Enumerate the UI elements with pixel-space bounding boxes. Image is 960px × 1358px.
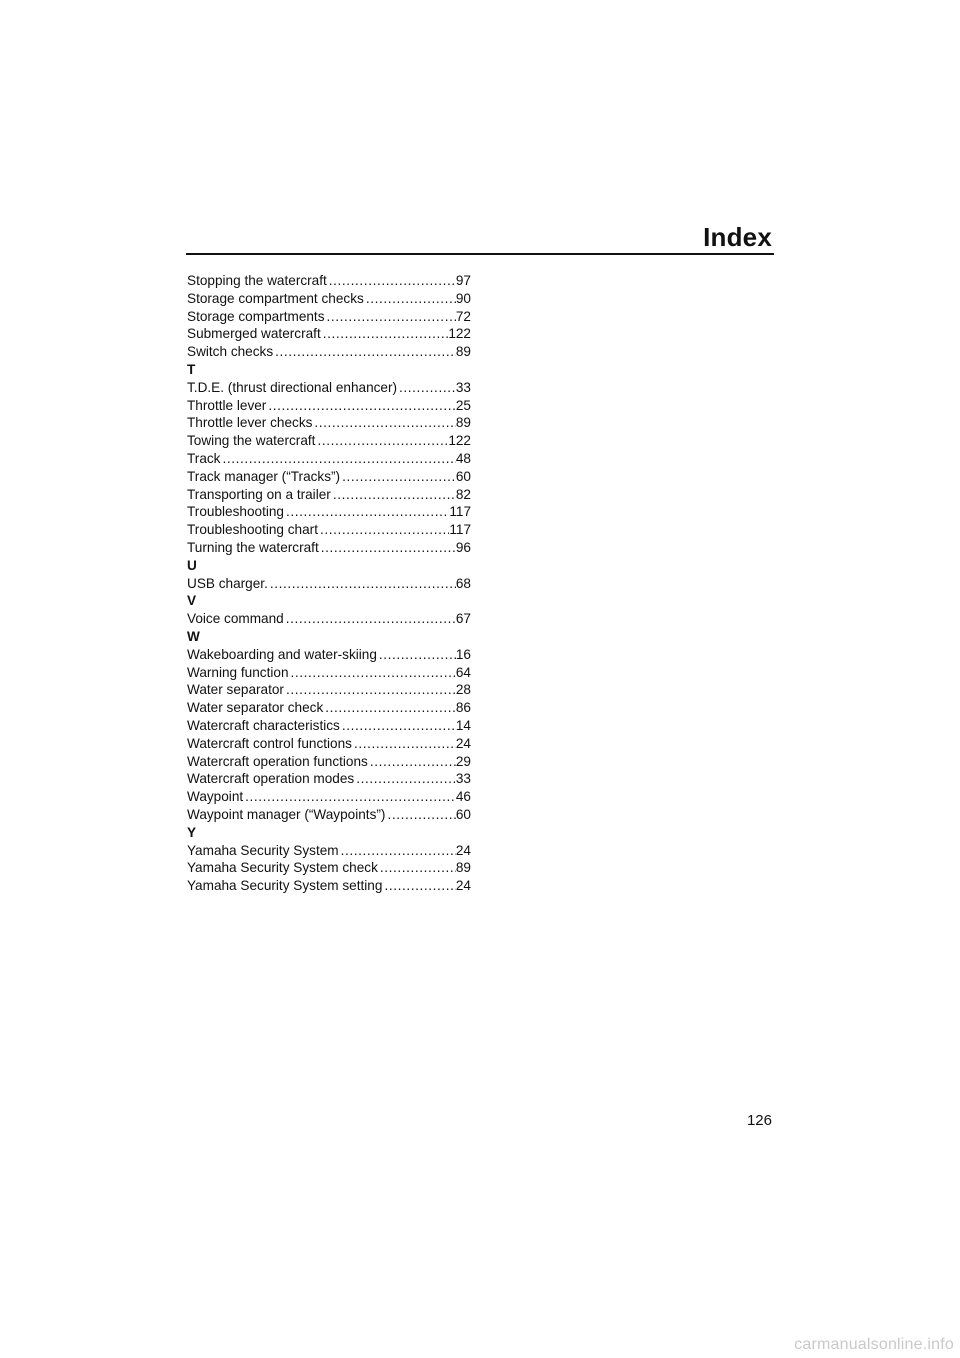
index-section-letter: U: [187, 557, 197, 573]
index-entry-page: 46: [455, 789, 471, 805]
index-section-letter: Y: [187, 824, 197, 840]
index-entry-page: 24: [455, 735, 471, 751]
index-entry-page: 89: [455, 415, 471, 431]
index-entry-page: 60: [455, 468, 471, 484]
index-entry-leader-dots: [220, 450, 455, 468]
index-entry-term: Yamaha Security System: [187, 842, 339, 858]
index-list: [187, 272, 471, 895]
index-entry-leader-dots: [284, 503, 449, 521]
index-entry-term: Turning the watercraft: [187, 539, 319, 555]
index-entry: [187, 450, 471, 468]
index-entry-term: Waypoint: [187, 789, 244, 805]
index-entry-page: 28: [455, 682, 471, 698]
index-entry-leader-dots: [339, 842, 456, 860]
index-entry-page: 60: [455, 806, 471, 822]
index-entry-leader-dots: [284, 610, 456, 628]
index-entry-term: USB charger.: [187, 575, 268, 591]
index-entry-page: 97: [455, 273, 471, 288]
index-entry-leader-dots: [319, 539, 456, 557]
index-entry-leader-dots: [385, 806, 455, 824]
index-entry-term: Troubleshooting: [187, 504, 284, 520]
index-entry: [187, 610, 471, 628]
index-entry-page: 24: [455, 878, 471, 894]
index-entry-leader-dots: [321, 325, 449, 343]
index-entry-leader-dots: [325, 308, 456, 326]
watermark-text: carmanualsonline.info: [794, 1336, 954, 1353]
index-section-letter: T: [187, 361, 196, 377]
index-entry-leader-dots: [273, 343, 456, 361]
index-entry-term: Submerged watercraft: [187, 326, 321, 342]
index-entry: [187, 788, 471, 806]
index-entry-page: 86: [455, 700, 471, 716]
index-entry: [187, 770, 471, 788]
index-entry: [187, 308, 471, 326]
index-entry: [187, 681, 471, 699]
index-entry: [187, 414, 471, 432]
index-entry-leader-dots: [382, 877, 455, 895]
index-entry: [187, 432, 471, 450]
index-entry-term: Watercraft characteristics: [187, 717, 340, 733]
index-entry-term: Yamaha Security System setting: [187, 878, 383, 894]
index-entry-page: 64: [455, 664, 471, 680]
index-entry: [187, 699, 471, 717]
index-entry-leader-dots: [352, 735, 456, 753]
index-entry-page: 82: [455, 486, 471, 502]
index-entry-page: 24: [455, 842, 471, 858]
index-entry: [187, 290, 471, 308]
index-entry-leader-dots: [243, 788, 456, 806]
index-entry-leader-dots: [397, 379, 456, 397]
index-entry-leader-dots: [364, 290, 456, 308]
index-entry-term: Yamaha Security System check: [187, 860, 378, 876]
index-entry-page: 96: [455, 539, 471, 555]
index-entry: [187, 539, 471, 557]
index-entry-leader-dots: [378, 859, 456, 877]
index-entry-page: 16: [455, 646, 471, 662]
index-entry: [187, 343, 471, 361]
index-entry-leader-dots: [368, 753, 456, 771]
index-entry: [187, 272, 471, 290]
index-entry-term: Watercraft control functions: [187, 735, 352, 751]
index-entry-leader-dots: [318, 521, 449, 539]
index-entry-page: 68: [455, 575, 471, 591]
index-entry-term: Switch checks: [187, 344, 274, 360]
page-title: Index: [703, 222, 772, 252]
index-entry-leader-dots: [340, 717, 456, 735]
index-entry: [187, 325, 471, 343]
index-entry-term: Watercraft operation modes: [187, 771, 355, 787]
index-entry: [187, 521, 471, 539]
index-entry: [187, 753, 471, 771]
index-entry-leader-dots: [340, 468, 456, 486]
index-entry: [187, 379, 471, 397]
index-entry-leader-dots: [354, 770, 456, 788]
index-entry-page: 89: [455, 860, 471, 876]
index-entry-page: 48: [455, 450, 471, 466]
index-entry: [187, 806, 471, 824]
index-entry-leader-dots: [323, 699, 456, 717]
index-entry: [187, 664, 471, 682]
index-entry: [187, 646, 471, 664]
index-entry: [187, 397, 471, 415]
index-entry: [187, 486, 471, 504]
index-entry-term: T.D.E. (thrust directional enhancer): [187, 379, 398, 395]
index-entry-page: 33: [455, 379, 471, 395]
index-entry-term: Storage compartment checks: [187, 290, 364, 306]
index-entry-term: Waypoint manager (“Waypoints”): [187, 806, 386, 822]
index-entry-term: Wakeboarding and water-skiing: [187, 646, 377, 662]
index-entry-term: Stopping the watercraft: [187, 273, 327, 288]
index-entry-page: 122: [448, 326, 471, 342]
index-entry-page: 67: [455, 611, 471, 627]
index-entry: [187, 717, 471, 735]
index-entry-term: Throttle lever checks: [187, 415, 313, 431]
index-entry-leader-dots: [266, 397, 456, 415]
index-entry-page: 25: [455, 397, 471, 413]
index-entry-term: Transporting on a trailer: [187, 486, 331, 502]
index-entry-page: 117: [449, 504, 471, 520]
index-entry-term: Watercraft operation functions: [187, 753, 368, 769]
index-entry-page: 72: [455, 308, 471, 324]
page-number: 126: [746, 1112, 772, 1129]
index-entry-term: Voice command: [187, 611, 284, 627]
index-entry-page: 117: [449, 522, 471, 538]
index-entry: [187, 859, 471, 877]
index-entry-term: Towing the watercraft: [187, 433, 316, 449]
index-entry-term: Water separator: [187, 682, 284, 698]
index-entry: [187, 735, 471, 753]
index-entry-term: Track: [187, 450, 221, 466]
index-entry-page: 33: [455, 771, 471, 787]
index-section-letter: V: [187, 593, 197, 609]
index-entry-term: Warning function: [187, 664, 289, 680]
index-entry-page: 14: [455, 717, 471, 733]
index-entry-page: 90: [455, 290, 471, 306]
index-entry-term: Storage compartments: [187, 308, 325, 324]
index-entry-leader-dots: [377, 646, 456, 664]
index-entry-leader-dots: [331, 486, 456, 504]
index-entry-leader-dots: [289, 664, 456, 682]
index-entry: [187, 503, 471, 521]
index-entry-term: Track manager (“Tracks”): [187, 468, 341, 484]
index-section-letter: W: [187, 628, 200, 644]
index-entry-leader-dots: [312, 414, 455, 432]
index-entry: [187, 575, 471, 593]
index-entry-leader-dots: [327, 272, 456, 290]
index-entry: [187, 842, 471, 860]
index-entry: [187, 468, 471, 486]
index-entry-page: 122: [448, 433, 471, 449]
index-entry-term: Throttle lever: [187, 397, 267, 413]
index-entry-page: 29: [455, 753, 471, 769]
index-entry-term: Water separator check: [187, 700, 324, 716]
index-entry: [187, 877, 471, 895]
index-entry-leader-dots: [284, 681, 456, 699]
index-entry-leader-dots: [268, 575, 456, 593]
index-entry-page: 89: [455, 344, 471, 360]
index-entry-leader-dots: [315, 432, 448, 450]
index-entry-term: Troubleshooting chart: [187, 522, 318, 538]
header-divider: [186, 253, 774, 255]
